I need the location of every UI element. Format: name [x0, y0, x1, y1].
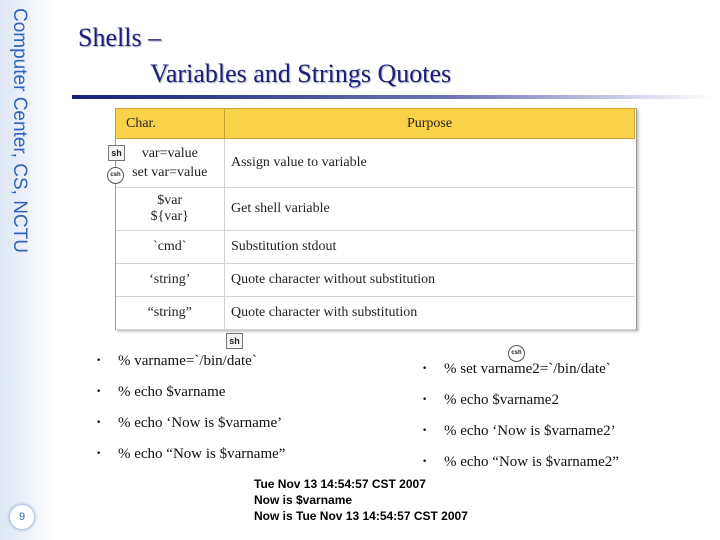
command-text: % echo “Now is $varname”: [118, 446, 286, 462]
list-item: [422, 385, 619, 416]
output-line: Tue Nov 13 14:54:57 CST 2007: [254, 477, 426, 491]
list-item: [96, 408, 285, 439]
char-cell: ‘string’: [116, 264, 225, 297]
list-item: [96, 377, 285, 408]
csh-icon: csh: [508, 345, 525, 362]
header-char: Char.: [116, 109, 225, 139]
bullet: •: [96, 449, 102, 460]
bullet: •: [422, 457, 428, 468]
sh-icon: sh: [226, 333, 243, 349]
char-line: var=value: [141, 145, 198, 161]
table-row: [116, 297, 635, 330]
title-line-2: Variables and Strings Quotes: [150, 59, 452, 88]
char-cell: [116, 188, 225, 231]
char-line: $var: [157, 193, 183, 208]
bullet: •: [96, 387, 102, 398]
quotes-table: [115, 108, 635, 330]
list-item: [422, 354, 619, 385]
bullet: •: [96, 356, 102, 367]
page-title: [78, 20, 451, 92]
table-row: [116, 264, 635, 297]
output-line: Now is Tue Nov 13 14:54:57 CST 2007: [254, 509, 468, 523]
title-line-1: Shells –: [78, 23, 162, 52]
table-row: [116, 139, 635, 188]
bullet: •: [422, 426, 428, 437]
purpose-cell: Quote character without substitution: [225, 264, 635, 297]
output-line: Now is $varname: [254, 493, 353, 507]
bullet: •: [422, 395, 428, 406]
table-header-row: [116, 109, 635, 139]
title-divider: [72, 95, 712, 99]
sidebar-label: Computer Center, CS, NCTU: [9, 8, 30, 253]
char-line: ${var}: [150, 209, 189, 224]
header-purpose: Purpose: [225, 109, 635, 139]
sh-command-list: [96, 346, 285, 470]
purpose-cell: Quote character with substitution: [225, 297, 635, 330]
sidebar: [0, 0, 56, 540]
page-number: 9: [9, 504, 35, 530]
csh-command-list: [422, 354, 619, 478]
table-row: [116, 231, 635, 264]
command-text: % set varname2=`/bin/date`: [444, 361, 611, 377]
bullet: •: [96, 418, 102, 429]
command-text: % echo ‘Now is $varname’: [118, 415, 283, 431]
purpose-cell: Substitution stdout: [225, 231, 635, 264]
command-text: % echo “Now is $varname2”: [444, 454, 619, 470]
char-cell: `cmd`: [116, 231, 225, 264]
bullet: •: [422, 364, 428, 375]
table-row: [116, 188, 635, 231]
command-text: % echo $varname: [118, 384, 226, 400]
command-output: [254, 476, 468, 524]
csh-icon: csh: [107, 167, 124, 184]
char-cell: “string”: [116, 297, 225, 330]
command-text: % echo $varname2: [444, 392, 559, 408]
list-item: [422, 416, 619, 447]
list-item: [422, 447, 619, 478]
char-cell: [116, 139, 225, 188]
list-item: [96, 346, 285, 377]
sh-icon: sh: [108, 145, 125, 161]
purpose-cell: Get shell variable: [225, 188, 635, 231]
command-text: % varname=`/bin/date`: [118, 353, 257, 369]
purpose-cell: Assign value to variable: [225, 139, 635, 188]
list-item: [96, 439, 285, 470]
command-text: % echo ‘Now is $varname2’: [444, 423, 616, 439]
char-line: set var=value: [132, 164, 208, 180]
